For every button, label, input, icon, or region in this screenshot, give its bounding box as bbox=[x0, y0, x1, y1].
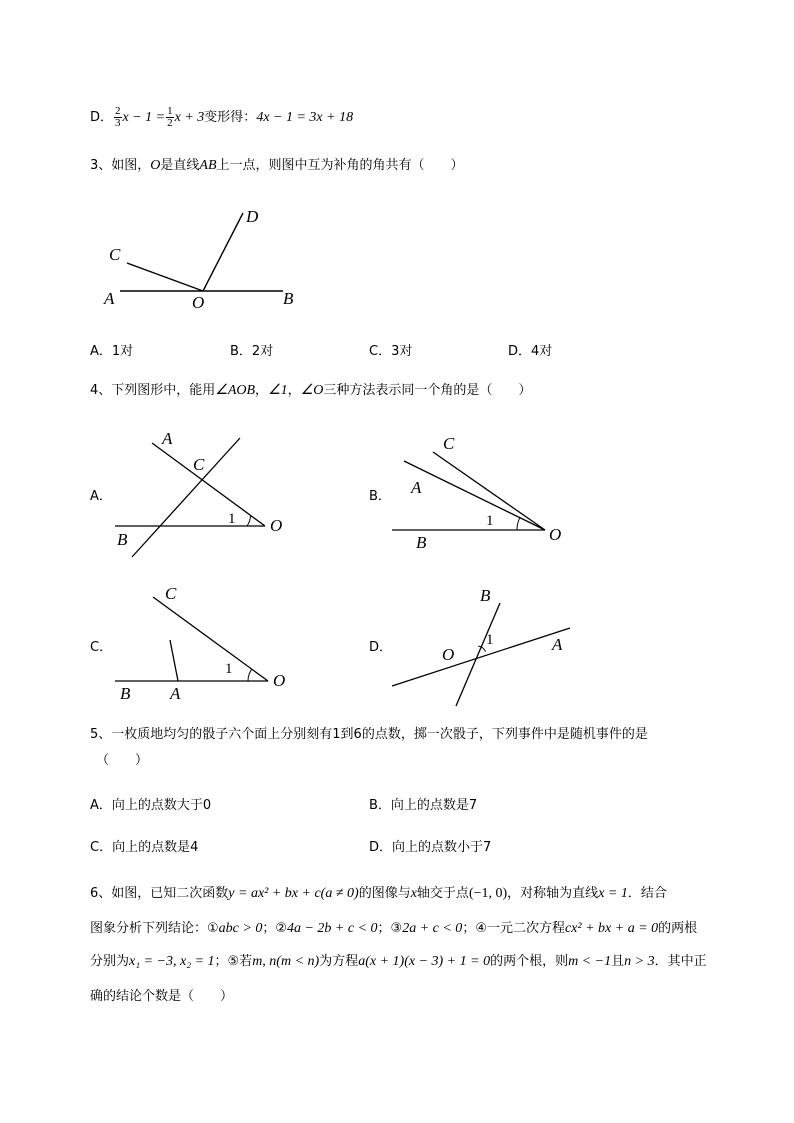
q4a-label-c: C bbox=[193, 455, 205, 474]
q4a-line-ao bbox=[152, 443, 265, 526]
q2-fraction-2-3: $\frac{2}{3}$ bbox=[115, 105, 121, 129]
q4d-label-o: O bbox=[442, 645, 455, 664]
q4c-label-1: 1 bbox=[225, 661, 233, 677]
q4d-label-b: B bbox=[480, 586, 491, 605]
q4b-label-o: O bbox=[549, 525, 562, 544]
q3-option-d[interactable]: D．4对 bbox=[508, 344, 553, 359]
q4-figure-c bbox=[115, 584, 285, 703]
q6-line-3: 分别为x₁ = −3, x₂ = 1；⑤若m, n(m < n)为方程a(x + 1)(x − 3) + 1 = 0的两个根，则m < −1且n > 3．其中正 bbox=[90, 954, 707, 969]
q3-line-ab: AB bbox=[199, 158, 217, 173]
q4c-label-b: B bbox=[120, 684, 131, 703]
q4b-label-a: A bbox=[411, 478, 422, 497]
q4a-label-a: A bbox=[162, 429, 173, 448]
q3-label-c: C bbox=[109, 245, 121, 264]
q4-option-c-label[interactable]: C． bbox=[90, 640, 113, 655]
q3-label-b: B bbox=[283, 289, 294, 308]
q5-option-c[interactable]: C．向上的点数是4 bbox=[90, 840, 199, 855]
q4c-label-a: A bbox=[170, 684, 181, 703]
q4d-label-a: A bbox=[552, 635, 563, 654]
q4-figure-b bbox=[392, 434, 561, 552]
q3-label-a: A bbox=[104, 289, 115, 308]
q6-line-2: 图象分析下列结论：①abc > 0；②4a − 2b + c < 0；③2a + c < 0；④一元二次方程cx² + bx + a = 0的两根 bbox=[90, 921, 698, 936]
q2-transform-text: 变形得： bbox=[204, 110, 257, 125]
q5-option-d[interactable]: D．向上的点数小于7 bbox=[369, 840, 492, 855]
q4-option-b-label[interactable]: B． bbox=[369, 489, 391, 504]
q4a-label-1: 1 bbox=[228, 511, 236, 527]
q2-expr-mid1: x − 1 = bbox=[122, 110, 166, 125]
q5-option-a[interactable]: A．向上的点数大于0 bbox=[90, 798, 212, 813]
q4-question: 4、下列图形中，能用∠AOB，∠1，∠O三种方法表示同一个角的是（ ） bbox=[90, 383, 532, 398]
q4-option-d-label[interactable]: D． bbox=[369, 640, 393, 655]
q4b-label-1: 1 bbox=[486, 513, 494, 529]
q4a-label-o: O bbox=[270, 516, 283, 535]
q4d-label-1: 1 bbox=[486, 632, 494, 648]
q5-option-b[interactable]: B．向上的点数是7 bbox=[369, 798, 478, 813]
q3-point-o: O bbox=[150, 158, 161, 173]
q2-option-d-letter: D． bbox=[90, 110, 114, 125]
q4b-angle-arc bbox=[517, 518, 520, 530]
q5-question-paren: （ ） bbox=[96, 753, 149, 768]
q5-question: 5、一枚质地均匀的骰子六个面上分别刻有1到6的点数，掷一次骰子，下列事件中是随机事件的是 bbox=[90, 727, 648, 742]
q4d-line-b bbox=[456, 603, 500, 706]
q4b-label-c: C bbox=[443, 434, 455, 453]
q4c-line-co bbox=[153, 597, 268, 681]
q4c-label-c: C bbox=[165, 584, 177, 603]
q4-angle-o: ∠O bbox=[300, 383, 324, 398]
q4-angle-1: ∠1 bbox=[268, 383, 288, 398]
q2-expr-mid2: x + 3 bbox=[174, 110, 205, 125]
q4-figure-d bbox=[392, 586, 570, 706]
q6-quadratic: y = ax² + bx + c(a ≠ 0) bbox=[228, 886, 359, 901]
q4-option-a-label[interactable]: A． bbox=[90, 489, 112, 504]
q4c-angle-arc bbox=[248, 669, 252, 681]
q4a-label-b: B bbox=[117, 530, 128, 549]
q3-option-c[interactable]: C．3对 bbox=[369, 344, 413, 359]
q4d-line-a bbox=[392, 628, 570, 686]
q4c-label-o: O bbox=[273, 671, 286, 690]
q3-question: 3、如图，O是直线AB上一点，则图中互为补角的角共有（ ） bbox=[90, 158, 464, 173]
q6-line-4: 确的结论个数是（ ） bbox=[90, 989, 234, 1004]
q3-label-o: O bbox=[192, 293, 205, 312]
q4-angle-aob: ∠AOB bbox=[215, 383, 256, 398]
q4a-angle-arc bbox=[247, 515, 251, 526]
q6-line-1: 6、如图，已知二次函数y = ax² + bx + c(a ≠ 0)的图像与x轴交于点(−1, 0)，对称轴为直线x = 1．结合 bbox=[90, 886, 667, 901]
q2-fraction-1-2: $\frac{1}{2}$ bbox=[167, 105, 173, 129]
q6-axis: x = 1 bbox=[598, 886, 628, 901]
q4b-label-b: B bbox=[416, 533, 427, 552]
q4a-line-transversal bbox=[132, 438, 240, 557]
q6-point: (−1, 0) bbox=[468, 886, 508, 901]
q4b-line-ao bbox=[404, 461, 545, 530]
q4c-line-a bbox=[170, 640, 178, 681]
q2-result-equation: 4x − 1 = 3x + 18 bbox=[256, 110, 354, 125]
q4-figure-a bbox=[115, 429, 282, 557]
q3-option-b[interactable]: B．2对 bbox=[230, 344, 274, 359]
q3-option-a[interactable]: A．1对 bbox=[90, 344, 134, 359]
q3-label-d: D bbox=[246, 207, 259, 226]
